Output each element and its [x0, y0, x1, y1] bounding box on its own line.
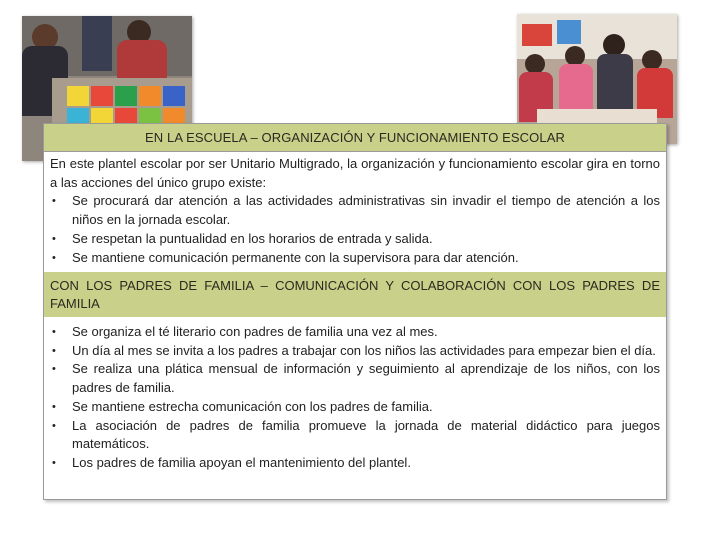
list-item-text: Los padres de familia apoyan el mantenimiento del plantel.: [72, 454, 411, 470]
photo-poster: [557, 20, 581, 44]
list-item: [50, 398, 660, 417]
list-item-text: Se mantiene comunicación permanente con la supervisora para dar atención.: [72, 249, 519, 265]
parents-section-body: [44, 317, 666, 473]
bullet-glyph: •: [52, 326, 56, 338]
list-item: [50, 230, 660, 249]
list-item: [50, 323, 660, 342]
bullet-glyph: •: [52, 232, 56, 245]
photo-adult-head: [603, 34, 625, 56]
school-bullet-list: [50, 192, 660, 267]
photo-person-standing: [82, 16, 112, 71]
bullet-glyph: •: [52, 344, 56, 357]
bullet-glyph: •: [52, 195, 56, 208]
school-section-intro: En este plantel escolar por ser Unitario Multigrado, la organización y funcionamiento escolar gira en torno a las acciones del único grupo existe:: [50, 156, 660, 190]
list-item-text: Un día al mes se invita a los padres a trabajar con los niños las actividades para empezar bien el día.: [72, 342, 656, 358]
list-item: [50, 360, 660, 397]
list-item-text: Se realiza una plática mensual de información y seguimiento al aprendizaje de los niños, con los padres de familia.: [72, 361, 660, 396]
photo-poster: [522, 24, 552, 46]
bullet-glyph: •: [52, 456, 56, 469]
photo-child-head: [642, 50, 662, 70]
parents-bullet-list: [50, 323, 660, 473]
bullet-glyph: •: [52, 363, 56, 376]
bullet-glyph: •: [52, 251, 56, 264]
list-item-text: Se mantiene estrecha comunicación con los padres de familia.: [72, 398, 433, 414]
school-section-heading: EN LA ESCUELA – ORGANIZACIÓN Y FUNCIONAMIENTO ESCOLAR: [44, 124, 666, 152]
list-item-text: La asociación de padres de familia promueve la jornada de material didáctico para juegos matemáticos.: [72, 417, 660, 452]
bullet-glyph: •: [52, 400, 56, 413]
photo-child-head: [525, 54, 545, 74]
content-panel: [43, 123, 667, 500]
photo-adult-body: [597, 54, 633, 114]
board-square: [67, 86, 89, 106]
board-square: [163, 86, 185, 106]
bullet-glyph: •: [52, 419, 56, 432]
photo-child-head: [565, 46, 585, 66]
list-item: [50, 342, 660, 361]
board-square: [139, 86, 161, 106]
board-square: [115, 86, 137, 106]
list-item-text: Se respetan la puntualidad en los horarios de entrada y salida.: [72, 230, 433, 246]
school-section-body: [44, 152, 666, 268]
photo-child-body: [559, 64, 593, 114]
list-item: [50, 192, 660, 229]
parents-section-heading: CON LOS PADRES DE FAMILIA – COMUNICACIÓN Y COLABORACIÓN CON LOS PADRES DE FAMILIA: [44, 272, 666, 317]
list-item-text: Se procurará dar atención a las actividades administrativas sin invadir el tiempo de atención a los niños en la jornada escolar.: [72, 193, 660, 228]
board-square: [91, 86, 113, 106]
list-item-text: Se organiza el té literario con padres de familia una vez al mes.: [72, 324, 438, 339]
list-item: [50, 417, 660, 454]
list-item: [50, 454, 660, 473]
list-item: [50, 249, 660, 268]
